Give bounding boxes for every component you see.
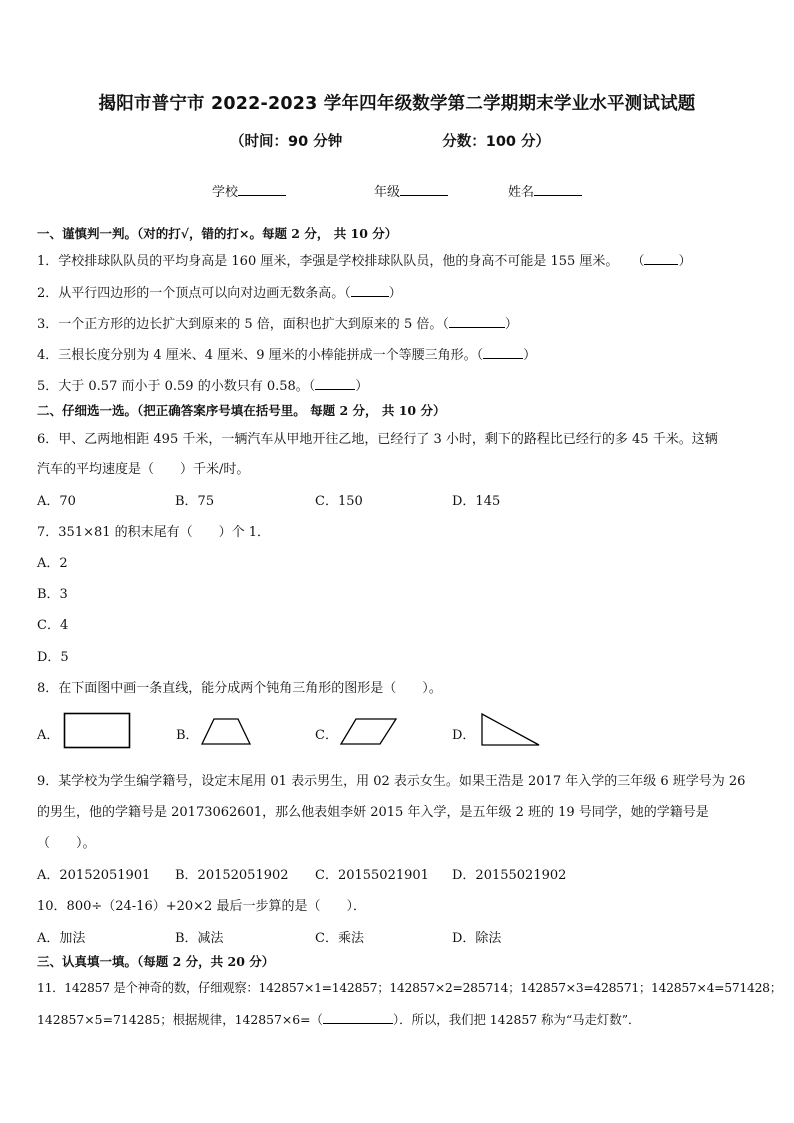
q9-option-b[interactable]: B．20152051902 bbox=[175, 868, 289, 883]
page-title: 揭阳市普宁市 2022-2023 学年四年级数学第二学期期末学业水平测试试题 bbox=[98, 94, 696, 114]
answer-blank[interactable] bbox=[483, 348, 523, 359]
rectangle-figure bbox=[63, 712, 133, 750]
q6-option-b[interactable]: B．75 bbox=[175, 494, 215, 509]
q6-option-a[interactable]: A．70 bbox=[37, 494, 76, 509]
q6-option-c[interactable]: C．150 bbox=[315, 494, 363, 509]
total-score: 分数：100 分） bbox=[442, 134, 551, 150]
q7-option-d[interactable]: D．5 bbox=[37, 650, 69, 665]
question-11-line-2: 142857×5=714285；根据规律，142857×6=（ ）．所以，我们把 142857 称为“马走灯数”． bbox=[37, 1012, 641, 1027]
q10-option-b[interactable]: B．减法 bbox=[175, 931, 224, 946]
section-2-heading: 二、仔细选一选。（把正确答案序号填在括号里。 每题 2 分， 共 10 分） bbox=[37, 403, 446, 418]
answer-blank[interactable] bbox=[449, 317, 505, 328]
question-1: 1．学校排球队队员的平均身高是 160 厘米，李强是学校排球队队员，他的身高不可能是 155 厘米。 （ ） bbox=[37, 254, 692, 269]
q8-option-a[interactable]: A． bbox=[37, 728, 60, 743]
exam-meta bbox=[230, 130, 550, 151]
question-6-line-1: 6．甲、乙两地相距 495 千米，一辆汽车从甲地开往乙地，已经行了 3 小时，剩下的路程比已经行的多 45 千米。这辆 bbox=[37, 432, 718, 447]
answer-blank[interactable] bbox=[351, 286, 389, 297]
question-5: 5．大于 0.57 而小于 0.59 的小数只有 0.58。（ ） bbox=[37, 379, 369, 394]
q8-option-b[interactable]: B． bbox=[176, 728, 199, 743]
section-1-heading: 一、谨慎判一判。（对的打√，错的打×。每题 2 分， 共 10 分） bbox=[37, 226, 398, 241]
section-3-heading: 三、认真填一填。（每题 2 分，共 20 分） bbox=[37, 954, 275, 969]
question-7: 7．351×81 的积末尾有（ ）个 1． bbox=[37, 525, 271, 540]
parallelogram-figure bbox=[339, 717, 399, 747]
question-9-line-1: 9．某学校为学生编学籍号，设定末尾用 01 表示男生，用 02 表示女生。如果王浩是 2017 年入学的三年级 6 班学号为 26 bbox=[37, 774, 746, 789]
q9-option-c[interactable]: C．20155021901 bbox=[315, 868, 429, 883]
question-10: 10．800÷（24-16）+20×2 最后一步算的是（ ）． bbox=[37, 899, 366, 914]
q7-option-a[interactable]: A．2 bbox=[37, 556, 68, 571]
question-8: 8．在下面图中画一条直线，能分成两个钝角三角形的图形是（ ）。 bbox=[37, 681, 442, 696]
question-2: 2．从平行四边形的一个顶点可以向对边画无数条高。（ ） bbox=[37, 286, 402, 301]
q8-option-c[interactable]: C． bbox=[315, 728, 338, 743]
trapezoid-figure bbox=[200, 717, 252, 747]
question-6-line-2: 汽车的平均速度是（ ）千米/时。 bbox=[37, 462, 250, 477]
q10-option-d[interactable]: D．除法 bbox=[452, 931, 502, 946]
question-4: 4．三根长度分别为 4 厘米、4 厘米、9 厘米的小棒能拼成一个等腰三角形。（ ） bbox=[37, 348, 537, 363]
q9-option-d[interactable]: D．20155021902 bbox=[452, 868, 567, 883]
right-triangle-figure bbox=[480, 712, 542, 748]
school-field[interactable]: 学校 bbox=[212, 181, 286, 200]
q9-option-a[interactable]: A．20152051901 bbox=[37, 868, 151, 883]
q6-option-d[interactable]: D．145 bbox=[452, 494, 501, 509]
name-field[interactable]: 姓名 bbox=[508, 181, 582, 200]
q10-option-a[interactable]: A．加法 bbox=[37, 931, 86, 946]
question-9-line-3: （ ）。 bbox=[37, 836, 96, 851]
time-limit: （时间：90 分钟 bbox=[230, 134, 343, 150]
question-9-line-2: 的男生，他的学籍号是 20173062601，那么他表姐李妍 2015 年入学，是五年级 2 班的 19 号同学，她的学籍号是 bbox=[37, 805, 709, 820]
q10-option-c[interactable]: C．乘法 bbox=[315, 931, 364, 946]
q7-option-c[interactable]: C．4 bbox=[37, 618, 69, 633]
q8-option-d[interactable]: D． bbox=[452, 728, 476, 743]
answer-blank[interactable] bbox=[315, 379, 355, 390]
grade-field[interactable]: 年级 bbox=[374, 181, 448, 200]
q7-option-b[interactable]: B．3 bbox=[37, 587, 68, 602]
answer-blank[interactable] bbox=[323, 1013, 393, 1024]
question-11-line-1: 11．142857 是个神奇的数，仔细观察：142857×1=142857；142857×2=285714；142857×3=428571；142857×4=571428； bbox=[37, 980, 782, 995]
question-3: 3．一个正方形的边长扩大到原来的 5 倍，面积也扩大到原来的 5 倍。（ ） bbox=[37, 317, 518, 332]
answer-blank[interactable] bbox=[644, 254, 678, 265]
